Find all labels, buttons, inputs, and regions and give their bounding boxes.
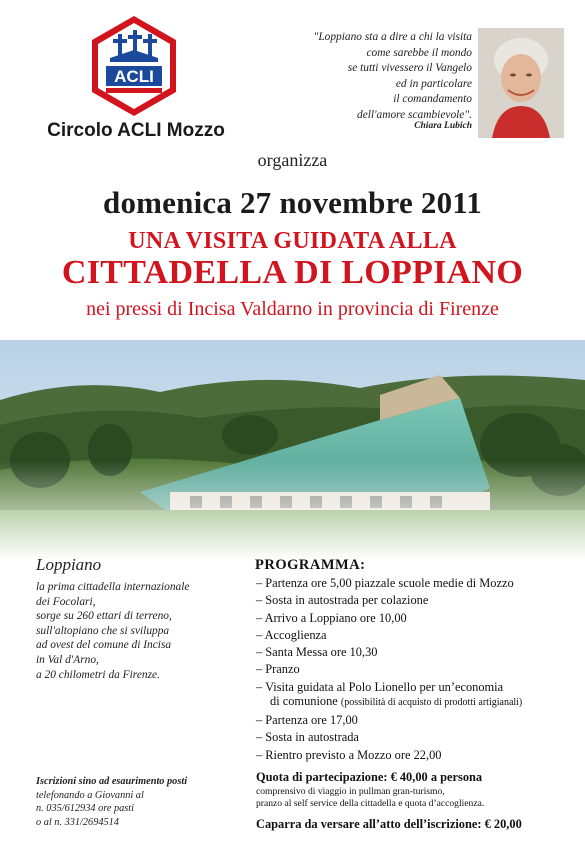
caparra-label: Caparra da versare all’atto dell’iscrizione: € 20,00 — [256, 817, 522, 831]
list-item: – Partenza ore 17,00 — [256, 713, 358, 728]
loppiano-title: Loppiano — [36, 555, 102, 574]
loppiano-description: la prima cittadella internazionale dei Focolari, sorge su 260 ettari di terreno, sull'altopiano che si sviluppa ad ovest del comune di Incisa in Val d'Arno, a 20 chilometri da Firenze. — [36, 581, 190, 681]
programma-list — [256, 576, 576, 765]
organizza-label: organizza — [257, 150, 328, 170]
circolo-name: Circolo ACLI Mozzo — [47, 120, 225, 141]
headline-cittadella: CITTADELLA DI LOPPIANO — [61, 254, 524, 291]
list-item: – Arrivo a Loppiano ore 10,00 — [256, 610, 407, 625]
logo-text: ACLI — [114, 67, 154, 86]
list-item: – Rientro previsto a Mozzo ore 22,00 — [256, 747, 442, 762]
list-item: – Pranzo — [256, 662, 300, 677]
quote-author: Chiara Lubich — [414, 121, 472, 131]
portrait-photo — [478, 28, 564, 138]
list-item: – Sosta in autostrada — [256, 730, 359, 745]
list-item: – Accoglienza — [256, 627, 327, 642]
programma-title: PROGRAMMA: — [255, 557, 366, 573]
list-item: – Partenza ore 5,00 piazzale scuole medie di Mozzo — [256, 576, 514, 590]
iscrizioni-info: Iscrizioni sino ad esaurimento posti telefonando a Giovanni al n. 035/612934 ore pasti o al n. 331/2694514 — [36, 776, 188, 828]
quota-description: comprensivo di viaggio in pullman gran-turismo, pranzo al self service della cittadella e quota d’accoglienza. — [256, 786, 485, 809]
list-item: – Visita guidata al Polo Lionello per un’economia di comunione (possibilità di acquisto di prodotti artigianali) — [256, 679, 523, 708]
quota-label: Quota di partecipazione: € 40,00 a persona — [256, 770, 483, 784]
list-item: – Sosta in autostrada per colazione — [256, 593, 429, 608]
cittadella-photo — [0, 340, 585, 560]
acli-logo — [88, 14, 180, 118]
event-date: domenica 27 novembre 2011 — [103, 185, 482, 220]
headline-visita: UNA VISITA GUIDATA ALLA — [128, 228, 457, 254]
list-item: – Santa Messa ore 10,30 — [256, 645, 378, 660]
headline-location: nei pressi di Incisa Valdarno in provincia di Firenze — [86, 298, 499, 320]
quote-text: "Loppiano sta a dire a chi la visita come sarebbe il mondo se tutti vivessero il Vangelo ed in particolare il comandamento dell'amore scambievole". — [313, 31, 472, 121]
